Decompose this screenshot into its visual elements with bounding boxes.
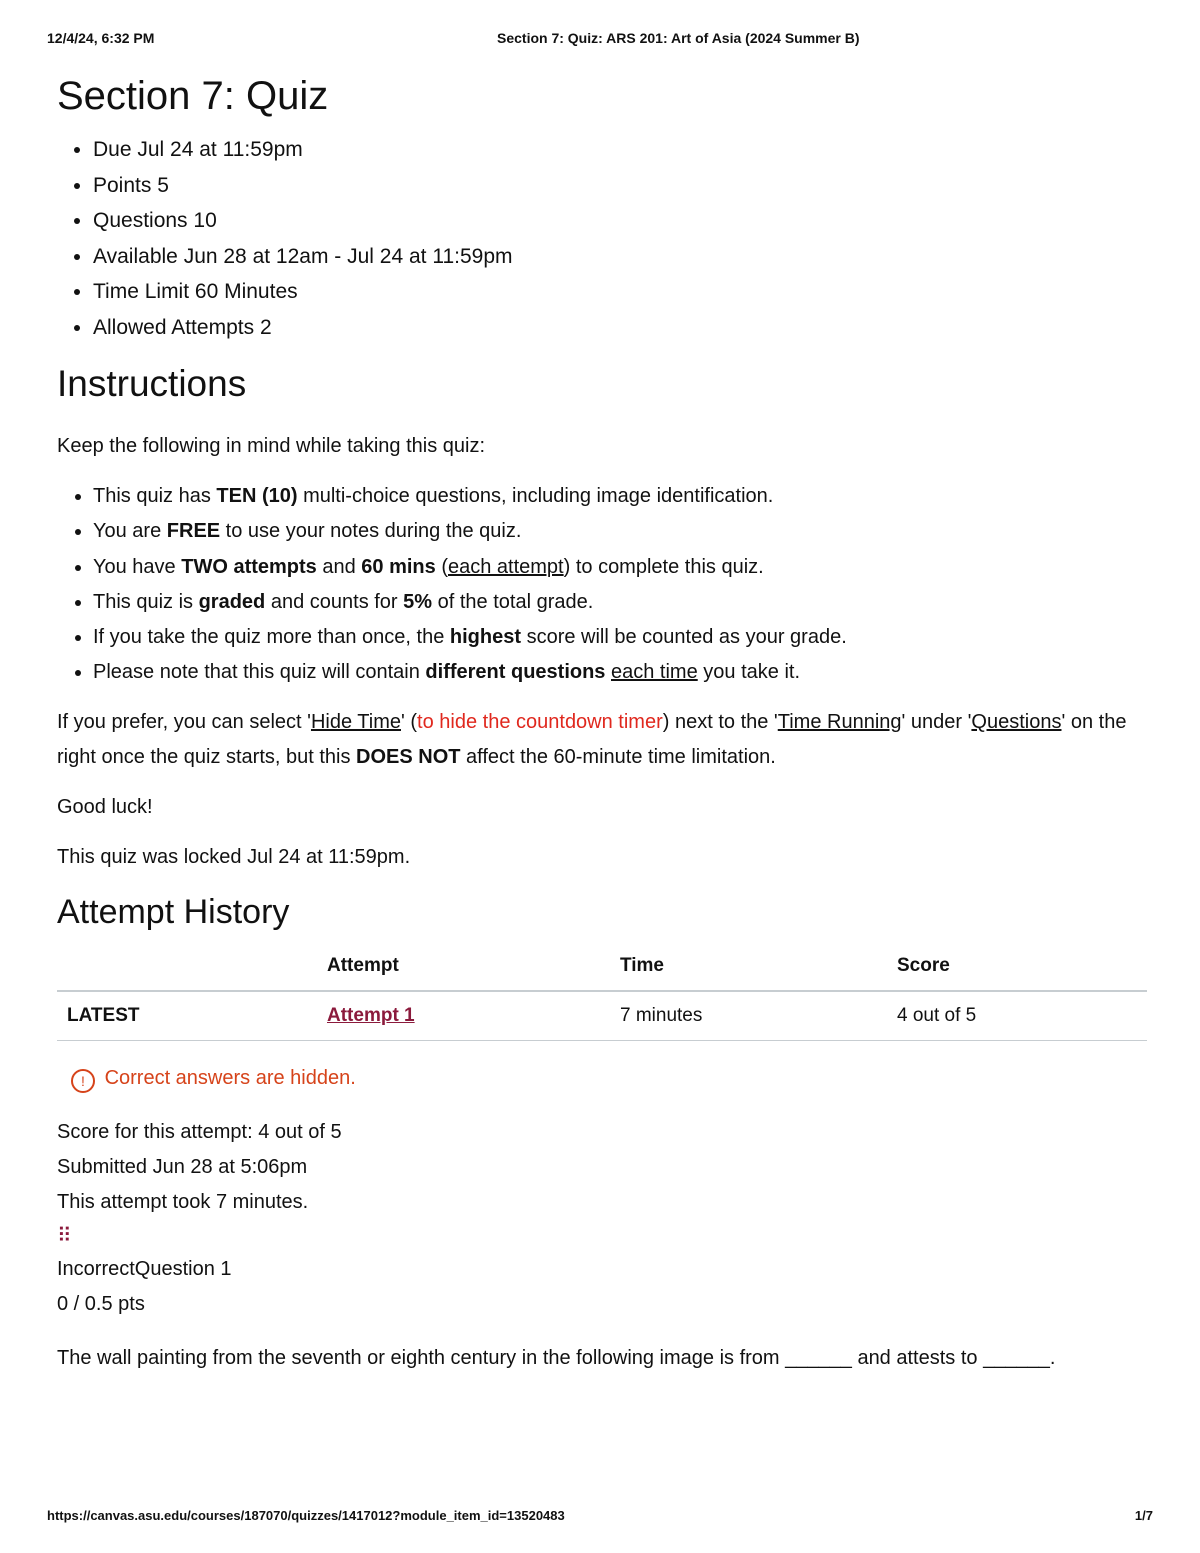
- text-run: and: [316, 555, 362, 578]
- red-text: to hide the countdown timer: [417, 710, 663, 733]
- detail-value: Jun 28 at 12am - Jul 24 at 11:59pm: [183, 244, 513, 268]
- emphasis: DOES NOT: [356, 745, 461, 768]
- attempt-duration: This attempt took 7 minutes.: [57, 1190, 309, 1213]
- answers-hidden-warning: [71, 1063, 1147, 1093]
- good-luck-text: Good luck!: [57, 795, 153, 818]
- print-date: 12/4/24, 6:32 PM: [47, 30, 155, 46]
- instructions-list: [57, 479, 1147, 691]
- instruction-item: [93, 655, 1147, 690]
- print-header: [47, 30, 1153, 50]
- text-run: You have: [93, 555, 182, 578]
- text-run: ) to complete this quiz.: [563, 555, 764, 578]
- text-run: This quiz has: [93, 485, 217, 507]
- attempt-history-table: [57, 950, 1147, 1041]
- underlined-text: Time Running: [777, 710, 902, 733]
- score-cell: 4 out of 5: [897, 991, 1147, 1041]
- text-run: multi-choice questions, including image identification.: [297, 485, 774, 507]
- detail-points: [93, 168, 1147, 204]
- print-document-title: Section 7: Quiz: ARS 201: Art of Asia (2024 Summer B): [497, 30, 860, 46]
- column-header-blank: [57, 950, 327, 991]
- time-cell: 7 minutes: [620, 991, 897, 1041]
- detail-label: Questions: [93, 209, 188, 232]
- instructions-heading: Instructions: [57, 363, 247, 404]
- detail-due: [93, 132, 1147, 168]
- attempt-cell: [327, 991, 620, 1041]
- detail-value: 2: [259, 315, 272, 339]
- detail-value: Jul 24 at 11:59pm: [137, 138, 303, 161]
- instructions-intro: Keep the following in mind while taking this quiz:: [57, 435, 486, 457]
- table-header-row: [57, 950, 1147, 991]
- text-run: (: [435, 555, 448, 578]
- detail-label: Due: [93, 138, 132, 161]
- column-header-attempt: Attempt: [327, 950, 620, 991]
- drag-handle-icon: ⠿: [57, 1224, 70, 1247]
- underlined-text: Questions: [971, 710, 1062, 733]
- hide-time-note: [57, 705, 1147, 775]
- detail-value: 10: [193, 209, 217, 232]
- text-run: You are: [93, 520, 167, 543]
- warning-text: Correct answers are hidden.: [104, 1066, 356, 1089]
- page-title: Section 7: Quiz: [57, 74, 329, 118]
- print-url: https://canvas.asu.edu/courses/187070/quizzes/1417012?module_item_id=13520483: [47, 1508, 565, 1523]
- column-header-time: Time: [620, 950, 897, 991]
- text-run: ' under ': [901, 710, 972, 733]
- text-run: affect the 60-minute time limitation.: [460, 745, 776, 768]
- text-run: Please note that this quiz will contain: [93, 661, 426, 684]
- detail-label: Time Limit: [93, 280, 190, 303]
- instruction-item: [93, 620, 1147, 655]
- text-run: ' (: [401, 710, 418, 733]
- attempt-1-link[interactable]: Attempt 1: [327, 1004, 415, 1026]
- text-run: ) next to the ': [662, 710, 778, 733]
- text-run: you take it.: [697, 661, 800, 684]
- print-footer: [47, 1508, 1153, 1528]
- question-points: 0 / 0.5 pts: [57, 1292, 145, 1315]
- detail-label: Available: [93, 244, 178, 268]
- detail-available: [93, 239, 1147, 275]
- quiz-page: [57, 70, 1147, 1376]
- quiz-details-list: [57, 132, 1147, 345]
- text-run: to use your notes during the quiz.: [220, 520, 522, 543]
- instruction-item: [93, 479, 1147, 514]
- text-run: If you prefer, you can select ': [57, 710, 311, 733]
- instruction-item: [93, 585, 1147, 620]
- instruction-item: [93, 550, 1147, 585]
- latest-tag: LATEST: [57, 991, 327, 1041]
- attempt-score: Score for this attempt: 4 out of 5: [57, 1120, 342, 1143]
- text-run: score will be counted as your grade.: [521, 626, 847, 649]
- detail-questions: [93, 203, 1147, 239]
- emphasis: different questions: [425, 661, 606, 684]
- text-run: If you take the quiz more than once, the: [93, 626, 450, 649]
- attempt-history-heading: Attempt History: [57, 892, 290, 931]
- detail-allowed-attempts: [93, 310, 1147, 346]
- table-row: [57, 991, 1147, 1041]
- emphasis: highest: [449, 626, 522, 649]
- detail-time-limit: [93, 274, 1147, 310]
- locked-notice: This quiz was locked Jul 24 at 11:59pm.: [57, 845, 411, 868]
- info-icon: !: [71, 1069, 95, 1093]
- text-run: ' on the right once the quiz starts, but this: [57, 710, 1127, 768]
- underlined-text: Hide Time: [310, 710, 401, 733]
- underlined-text: each attempt: [447, 555, 564, 578]
- instruction-item: [93, 514, 1147, 549]
- text-run: and counts for: [265, 590, 404, 613]
- question-text: The wall painting from the seventh or eighth century in the following image is from ______ and attests to ______.: [57, 1346, 1056, 1369]
- text-run: This quiz is: [93, 590, 199, 613]
- emphasis: 60 mins: [361, 555, 436, 578]
- column-header-score: Score: [897, 950, 1147, 991]
- detail-label: Allowed Attempts: [93, 315, 255, 339]
- emphasis: graded: [198, 590, 266, 613]
- question-status-title: IncorrectQuestion 1: [57, 1257, 232, 1280]
- emphasis: TEN (10): [216, 485, 298, 507]
- detail-value: 5: [157, 173, 169, 197]
- underlined-text: each time: [611, 661, 698, 684]
- text-run: of the total grade.: [432, 590, 594, 613]
- detail-label: Points: [93, 173, 152, 197]
- emphasis: FREE: [166, 520, 221, 543]
- emphasis: TWO attempts: [181, 555, 317, 578]
- attempt-submitted: Submitted Jun 28 at 5:06pm: [57, 1155, 308, 1178]
- print-page-number: 1/7: [1134, 1508, 1153, 1523]
- emphasis: 5%: [403, 590, 433, 613]
- detail-value: 60 Minutes: [194, 280, 298, 303]
